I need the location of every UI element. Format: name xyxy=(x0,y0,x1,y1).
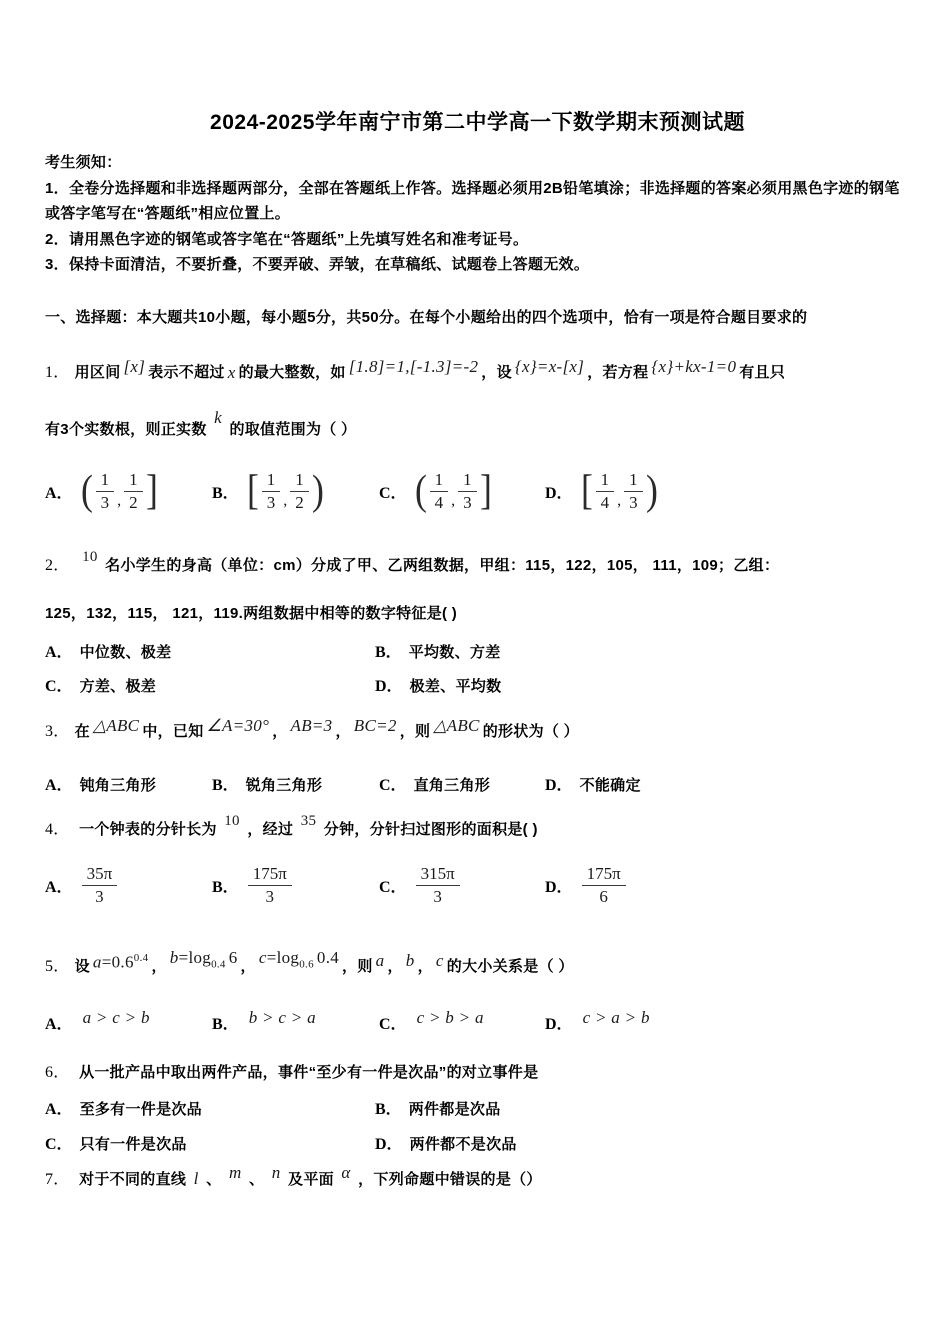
option-q4-c xyxy=(379,864,545,906)
math-a-definition xyxy=(93,946,149,975)
fraction-denominator: 3 xyxy=(265,886,274,906)
option-text: 方差、极差 xyxy=(79,677,157,695)
option-label: C． xyxy=(45,677,73,695)
interval-open-delimiter: ( xyxy=(414,467,427,514)
math-var-alpha: α xyxy=(341,1162,351,1182)
fraction xyxy=(596,470,615,512)
interval-open-delimiter: ( xyxy=(80,467,93,514)
option-q3-c xyxy=(379,772,545,795)
option-text: 至多有一件是次品 xyxy=(79,1100,202,1118)
fraction xyxy=(290,470,309,512)
text-segment: ，则 xyxy=(399,722,431,740)
text-segment: ，经过 xyxy=(247,820,294,838)
fraction-denominator: 4 xyxy=(600,493,610,512)
math-log: =log xyxy=(178,947,212,967)
question-2-options-row-1 xyxy=(45,639,910,662)
option-q2-c xyxy=(45,673,375,696)
text-segment: 分钟，分针扫过图形的面积是( ) xyxy=(323,820,538,838)
text-segment: ， xyxy=(272,722,288,740)
option-label: D． xyxy=(375,677,403,695)
option-label: B． xyxy=(212,878,239,896)
text-segment: ， xyxy=(240,958,256,976)
fraction-numerator: 175π xyxy=(248,864,292,886)
text-segment: 的大小关系是（ ） xyxy=(446,958,574,976)
text-segment: 的取值范围为（ ） xyxy=(229,421,357,438)
option-label: D． xyxy=(545,485,573,502)
interval-open-delimiter: [ xyxy=(246,467,259,514)
interval-close-delimiter: ] xyxy=(145,467,158,514)
fraction-denominator: 2 xyxy=(129,493,138,512)
fraction xyxy=(430,470,449,512)
question-7-line xyxy=(45,1162,910,1193)
fraction-numerator: 35π xyxy=(82,864,118,886)
option-label: C． xyxy=(379,878,407,896)
text-segment: 有且只 xyxy=(739,364,786,382)
text-segment: ， xyxy=(151,958,167,976)
text-segment: 用区间 xyxy=(74,364,121,382)
question-1-number: 1． xyxy=(45,364,70,382)
option-label: A． xyxy=(45,776,73,794)
fraction-denominator: 3 xyxy=(629,493,638,512)
question-5-line xyxy=(45,947,910,987)
math-log-base: 0.4 xyxy=(211,957,226,970)
math-var-b: b xyxy=(169,947,179,967)
text-segment: ， xyxy=(387,958,403,976)
interval-comma: , xyxy=(283,491,288,509)
option-q5-b xyxy=(212,1008,379,1034)
option-q3-b xyxy=(212,772,379,795)
math-var-a: a xyxy=(375,951,385,971)
option-q4-b xyxy=(212,864,379,906)
notice-item-2: 2．请用黑色字迹的钢笔或答字笔在“答题纸”上先填写姓名和准考证号。 xyxy=(45,230,529,248)
option-text: 只有一件是次品 xyxy=(79,1135,187,1153)
notice-item-3: 3．保持卡面清洁，不要折叠，不要弄破、弄皱，在草稿纸、试题卷上答题无效。 xyxy=(45,256,590,273)
interval-close-delimiter: ) xyxy=(645,467,658,514)
math-inequality: c > a > b xyxy=(582,1008,650,1027)
option-label: A． xyxy=(45,878,73,896)
text-segment: ， xyxy=(335,722,351,740)
option-label: C． xyxy=(45,1135,73,1153)
notice-item-1: 1．全卷分选择题和非选择题两部分，全部在答题纸上作答。选择题必须用2B铅笔填涂；非选择题的答案必须用黑色字迹的钢笔或答字笔写在“答题纸”相应位置上。 xyxy=(45,179,900,222)
math-var-x: x xyxy=(227,363,236,383)
option-text: 钝角三角形 xyxy=(79,776,157,794)
question-2-line-1 xyxy=(45,548,910,580)
option-label: D． xyxy=(545,776,573,794)
math-inequality: b > c > a xyxy=(248,1008,316,1027)
interval-close-delimiter: ) xyxy=(311,467,324,514)
text-segment: ，则 xyxy=(342,958,373,976)
option-label: B． xyxy=(212,1016,239,1033)
text-segment: ，若方程 xyxy=(587,364,649,382)
interval-comma: , xyxy=(617,491,622,509)
interval-open-delimiter: [ xyxy=(580,467,593,514)
math-fractional-part-def: {x}=x-[x] xyxy=(514,357,585,377)
fraction-numerator: 1 xyxy=(596,470,615,492)
option-q6-c xyxy=(45,1131,375,1154)
question-2-line-2: 125，132，115， 121，119.两组数据中相等的数字特征是( ) xyxy=(45,605,458,622)
math-number-10: 10 xyxy=(224,812,240,829)
text-segment: ， xyxy=(417,958,433,976)
question-6-line xyxy=(45,1060,910,1086)
fraction xyxy=(458,470,477,512)
math-equation: {x}+kx-1=0 xyxy=(651,357,737,377)
option-label: C． xyxy=(379,776,407,794)
fraction xyxy=(582,864,626,906)
math-var-l: l xyxy=(193,1168,199,1188)
option-q1-d xyxy=(545,467,910,514)
math-var-n: n xyxy=(271,1162,281,1182)
option-q4-d xyxy=(545,864,910,906)
option-label: C． xyxy=(379,485,407,502)
math-var-b: b xyxy=(405,951,415,971)
fraction-numerator: 1 xyxy=(290,470,309,492)
text-segment: 对于不同的直线 xyxy=(79,1170,187,1188)
option-label: A． xyxy=(45,643,73,661)
option-text: 锐角三角形 xyxy=(245,776,323,794)
text-segment: 一个钟表的分针长为 xyxy=(79,820,217,838)
fraction-denominator: 2 xyxy=(295,493,304,512)
option-q1-b xyxy=(212,467,379,514)
fraction-numerator: 1 xyxy=(458,470,477,492)
fraction-denominator: 3 xyxy=(266,493,276,512)
option-q6-d xyxy=(375,1131,910,1154)
fraction xyxy=(124,470,143,512)
math-b-definition xyxy=(170,945,238,978)
question-1-line-2 xyxy=(45,408,910,443)
option-q5-d xyxy=(545,1008,910,1034)
fraction-denominator: 6 xyxy=(599,886,608,906)
text-segment: 在 xyxy=(74,722,90,740)
math-log-argument: 6 xyxy=(228,947,238,967)
text-segment: 名小学生的身高（单位：cm）分成了甲、乙两组数据，甲组：115，122，105， 111，109；乙组： xyxy=(105,556,780,574)
question-4-number: 4． xyxy=(45,820,70,838)
section-1-heading: 一、选择题：本大题共10小题，每小题5分，共50分。在每个小题给出的四个选项中，恰有一项是符合题目要求的 xyxy=(45,308,808,326)
math-number-35: 35 xyxy=(300,812,317,829)
fraction-numerator: 175π xyxy=(582,864,626,886)
question-3-number: 3． xyxy=(45,722,70,740)
question-4-line xyxy=(45,812,910,844)
math-var-m: m xyxy=(228,1162,242,1182)
fraction-denominator: 3 xyxy=(433,886,442,906)
text-segment: 有3个实数根，则正实数 xyxy=(45,421,207,438)
option-q2-a xyxy=(45,639,375,662)
page-title: 2024-2025学年南宁市第二中学高一下数学期末预测试题 xyxy=(210,111,745,134)
option-q5-a xyxy=(45,1008,212,1034)
math-bc-equals: BC=2 xyxy=(353,715,397,735)
option-q1-c xyxy=(379,467,545,514)
math-var-a: a xyxy=(92,953,102,973)
fraction-denominator: 3 xyxy=(100,493,110,512)
option-q6-a xyxy=(45,1096,375,1119)
option-text: 极差、平均数 xyxy=(409,677,502,695)
question-7-number: 7． xyxy=(45,1170,70,1188)
text-segment: 的最大整数，如 xyxy=(238,364,346,382)
question-2-number: 2． xyxy=(45,556,70,574)
option-text: 平均数、方差 xyxy=(408,643,501,661)
option-q3-d xyxy=(545,772,910,795)
math-number-10: 10 xyxy=(82,548,98,565)
option-q4-a xyxy=(45,864,212,906)
option-label: A． xyxy=(45,1100,73,1118)
math-inequality: c > b > a xyxy=(416,1008,484,1027)
option-q6-b xyxy=(375,1096,910,1119)
math-log: =log xyxy=(266,947,300,967)
fraction-numerator: 1 xyxy=(624,470,643,492)
math-inequality: a > c > b xyxy=(82,1008,150,1027)
option-text: 中位数、极差 xyxy=(79,643,172,661)
option-q3-a xyxy=(45,772,212,795)
math-log-base: 0.6 xyxy=(299,957,314,970)
math-exponent: 0.4 xyxy=(133,952,149,965)
option-label: B． xyxy=(212,776,239,794)
math-var-k: k xyxy=(214,408,222,427)
fraction xyxy=(416,864,460,906)
fraction-numerator: 1 xyxy=(262,470,281,492)
option-label: D． xyxy=(545,1016,573,1033)
text-segment: 设 xyxy=(74,958,90,976)
fraction-numerator: 315π xyxy=(416,864,460,886)
question-5-number: 5． xyxy=(45,958,70,976)
option-label: A． xyxy=(45,485,73,502)
fraction-numerator: 1 xyxy=(430,470,449,492)
option-label: A． xyxy=(45,1016,73,1033)
option-q1-a xyxy=(45,467,212,514)
question-3-line xyxy=(45,712,910,752)
question-6-number: 6． xyxy=(45,1064,70,1081)
question-6-options-row-1 xyxy=(45,1096,910,1119)
text-segment: 的形状为（ ） xyxy=(482,722,579,740)
text-segment: 从一批产品中取出两件产品，事件“至少有一件是次品”的对立事件是 xyxy=(79,1064,539,1081)
fraction-denominator: 3 xyxy=(463,493,472,512)
fraction xyxy=(248,864,292,906)
text-segment: ，下列命题中错误的是（） xyxy=(358,1170,542,1188)
question-1-line-1 xyxy=(45,348,910,398)
fraction-numerator: 1 xyxy=(124,470,143,492)
fraction xyxy=(82,864,118,906)
question-6-options-row-2 xyxy=(45,1131,910,1154)
option-q5-c xyxy=(379,1008,545,1034)
fraction xyxy=(624,470,643,512)
question-5-options xyxy=(45,1008,910,1034)
option-label: C． xyxy=(379,1016,407,1033)
fraction-denominator: 3 xyxy=(95,886,104,906)
interval-comma: , xyxy=(451,491,456,509)
text-segment: 、 xyxy=(248,1170,265,1188)
math-ab-equals: AB=3 xyxy=(290,715,333,735)
fraction xyxy=(96,470,115,512)
fraction-numerator: 1 xyxy=(96,470,115,492)
text-segment: 中，已知 xyxy=(142,722,204,740)
option-text: 直角三角形 xyxy=(413,776,491,794)
math-floor-x: [x] xyxy=(123,357,146,377)
option-label: B． xyxy=(375,643,402,661)
math-var-c: c xyxy=(435,951,444,971)
fraction xyxy=(262,470,281,512)
text-segment: 、 xyxy=(206,1170,222,1188)
option-text: 两件都不是次品 xyxy=(409,1135,517,1153)
fraction-denominator: 4 xyxy=(434,493,444,512)
math-log-argument: 0.4 xyxy=(316,947,340,967)
text-segment: ，设 xyxy=(481,364,512,382)
math-floor-examples: [1.8]=1,[-1.3]=-2 xyxy=(348,357,479,377)
option-label: B． xyxy=(212,485,239,502)
math-angle-a: ∠A=30° xyxy=(206,715,270,735)
math-equals-value: =0.6 xyxy=(101,953,134,973)
question-4-options xyxy=(45,855,910,915)
option-label: B． xyxy=(375,1100,402,1118)
math-c-definition xyxy=(259,945,339,978)
question-1-options xyxy=(45,459,910,525)
interval-close-delimiter: ] xyxy=(479,467,492,514)
text-segment: 表示不超过 xyxy=(148,364,225,382)
option-q2-d xyxy=(375,673,910,696)
math-var-c: c xyxy=(258,947,267,967)
option-label: D． xyxy=(545,878,573,896)
interval-comma: , xyxy=(117,491,122,509)
notice-heading: 考生须知： xyxy=(45,154,122,171)
question-2-options-row-2 xyxy=(45,673,910,696)
text-segment: 及平面 xyxy=(288,1170,334,1188)
math-triangle-abc: △ABC xyxy=(433,715,480,735)
option-label: D． xyxy=(375,1135,403,1153)
option-q2-b xyxy=(375,639,910,662)
option-text: 两件都是次品 xyxy=(408,1100,501,1118)
option-text: 不能确定 xyxy=(579,776,641,794)
question-3-options xyxy=(45,772,910,795)
math-triangle-abc: △ABC xyxy=(92,715,140,735)
